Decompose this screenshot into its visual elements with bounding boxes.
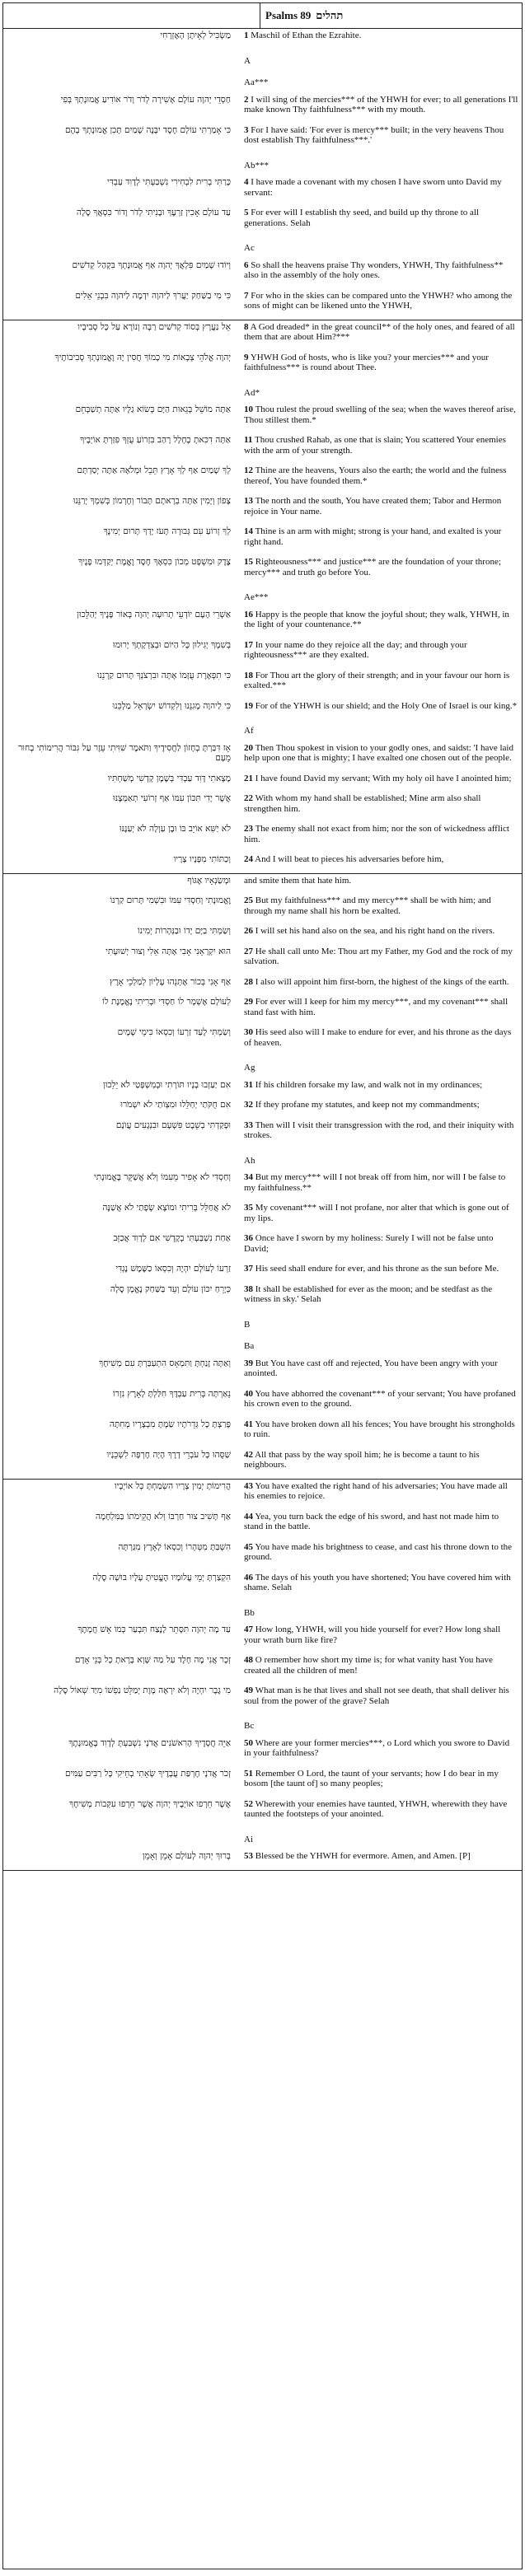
hebrew-verse: שַׁסֻּהוּ כָּל עֹבְרֵי דָרֶךְ הָיָה חֶרְפָּה לִשְׁכֵנָיו bbox=[106, 1449, 231, 1460]
hebrew-verse: הוּא יִקְרָאֵנִי אָבִי אָתָּה אֵלִי וְצוּר יְשׁוּעָתִי bbox=[105, 946, 231, 956]
hebrew-title: תהלים bbox=[316, 9, 344, 21]
verse-row bbox=[3, 206, 522, 230]
hebrew-verse: צֶדֶק וּמִשְׁפָּט מְכוֹן כִּסְאֶךָ חֶסֶד וֶאֱמֶת יְקַדְּמוּ פָנֶיךָ bbox=[77, 557, 231, 567]
verse-number: 15 bbox=[244, 557, 253, 567]
verse-number: 27 bbox=[244, 946, 253, 956]
english-verse: It shall be established for ever as the moon; and be stedfast as the witness in sky.' Selah bbox=[244, 1283, 493, 1304]
english-verse: and smite them that hate him. bbox=[244, 875, 352, 886]
subsection-heading bbox=[3, 586, 522, 608]
verse-row bbox=[3, 289, 522, 313]
subsection-heading bbox=[3, 1313, 522, 1335]
verse-number: 42 bbox=[244, 1449, 253, 1460]
english-verse: The enemy shall not exact from him; nor the son of wickedness afflict him. bbox=[244, 824, 509, 844]
hebrew-verse: אַחַת נִשְׁבַּעְתִּי בְקָדְשִׁי אִם לְדָוִד אֲכַזֵּב bbox=[113, 1233, 231, 1243]
verse-number: 10 bbox=[244, 404, 253, 414]
verse-number: 36 bbox=[244, 1233, 253, 1243]
verse-number: 49 bbox=[244, 1685, 253, 1695]
english-verse: I will sing of the mercies*** of the YHWH for ever; to all generations I'll make known Thy faithfulness*** with my mouth. bbox=[244, 94, 518, 115]
hebrew-verse: לְעוֹלָם אֶשְׁמָר לוֹ חַסְדִּי וּבְרִיתִי נֶאֱמֶנֶת לוֹ bbox=[102, 997, 231, 1007]
verse-number: 45 bbox=[244, 1541, 253, 1552]
subsection-heading bbox=[3, 1056, 522, 1078]
english-verse: And I will beat to pieces his adversaries before him, bbox=[255, 854, 444, 864]
subsection-heading bbox=[3, 71, 522, 93]
english-verse: Wherewith your enemies have taunted, YHWH, wherewith they have taunted the footsteps of your anointed. bbox=[244, 1798, 508, 1819]
english-verse: But my mercy*** will I not break off from him, nor will I be false to my faithfulness.** bbox=[244, 1172, 506, 1193]
subsection-heading bbox=[3, 381, 522, 404]
subsection-label: Ah bbox=[244, 1155, 255, 1166]
english-verse: You have made his brightness to cease, and cast his throne down to the ground. bbox=[244, 1541, 513, 1562]
hebrew-verse: וְאַתָּה זָנַחְתָּ וַתִּמְאָס הִתְעַבַּרְתָּ עִם מְשִׁיחֶךָ bbox=[99, 1358, 231, 1368]
verse-row bbox=[3, 1283, 522, 1307]
verse-number: 41 bbox=[244, 1419, 253, 1429]
subsection-heading bbox=[3, 1828, 522, 1850]
verse-row bbox=[3, 924, 522, 938]
english-verse: For who in the skies can be compared unto the YHWH? who among the sons of might can be likened unto the YHWH, bbox=[244, 290, 513, 311]
hebrew-verse: זַרְעוֹ לְעוֹלָם יִהְיֶה וְכִסְאוֹ כַשֶּׁמֶשׁ נֶגְדִּי bbox=[115, 1264, 231, 1274]
english-verse: But my faithfulness*** and my mercy*** shall be with him; and through my name shall his horn be exalted. bbox=[244, 895, 491, 916]
hebrew-verse: עַד מָה יְהוָה תִּסָּתֵר לָנֶצַח תִּבְעַר כְּמוֹ אֵשׁ חֲמָתֶךָ bbox=[77, 1625, 231, 1634]
verse-number: 6 bbox=[244, 259, 249, 270]
hebrew-verse: כִּי תִפְאֶרֶת עֻזָּמוֹ אָתָּה וּבִרְצֹנְךָ תָּרוּם קַרְנֵנוּ bbox=[96, 670, 231, 680]
hebrew-verse: אֲשֶׁר יָדִי תִּכּוֹן עִמּוֹ אַף זְרוֹעִי תְאַמְּצֶנּוּ bbox=[113, 793, 231, 803]
verse-row bbox=[3, 638, 522, 662]
english-verse: For ever will I keep for him my mercy***, and my covenant*** shall stand fast with him. bbox=[244, 997, 509, 1017]
subsection-label: Ad* bbox=[244, 387, 260, 398]
english-verse: Thine are the heavens, Yours also the earth; the world and the fulness thereof, You have founded them.* bbox=[244, 465, 507, 486]
verse-row bbox=[3, 93, 522, 117]
verse-row bbox=[3, 772, 522, 786]
verse-number: 19 bbox=[244, 700, 253, 711]
english-verse: Blessed be the YHWH for evermore. Amen, and Amen. [P] bbox=[255, 1851, 471, 1861]
verse-number: 50 bbox=[244, 1737, 253, 1748]
hebrew-verse: אַיֵּה חֲסָדֶיךָ הָרִאשֹׁנִים אֲדֹנָי נִשְׁבַּעְתָּ לְדָוִד בֶּאֱמוּנָתֶךָ bbox=[68, 1737, 231, 1748]
english-verse: Righteousness*** and justice*** are the foundation of your throne; mercy*** and truth go before You. bbox=[244, 557, 501, 577]
hebrew-verse: בְּשִׁמְךָ יְגִילוּן כָּל הַיּוֹם וּבְצִדְקָתְךָ יָרוּמוּ bbox=[113, 639, 231, 650]
verse-number: 7 bbox=[244, 290, 249, 301]
hebrew-verse: צָפוֹן וְיָמִין אַתָּה בְרָאתָם תָּבוֹר וְחֶרְמוֹן בְּשִׁמְךָ יְרַנֵּנוּ bbox=[73, 496, 231, 506]
subsection-label: Ab*** bbox=[244, 160, 269, 171]
english-verse: Then will I visit their transgression with the rod, and their iniquity with strokes. bbox=[244, 1120, 514, 1140]
verse-number: 9 bbox=[244, 352, 249, 362]
verse-row bbox=[3, 1201, 522, 1225]
english-verse: Where are your former mercies***, o Lord which you swore to David in your faithfulness? bbox=[244, 1737, 510, 1758]
verse-number: 13 bbox=[244, 496, 253, 506]
hebrew-verse: וְיוֹדוּ שָׁמַיִם פִּלְאֲךָ יְהוָה אַף אֱמוּנָתְךָ בִּקְהַל קְדֹשִׁים bbox=[72, 259, 231, 270]
english-verse: Thou crushed Rahab, as one that is slain; You scattered Your enemies with the arm of your strength. bbox=[244, 435, 506, 456]
verse-number: 31 bbox=[244, 1079, 253, 1090]
subsection-label: Aa*** bbox=[244, 77, 269, 87]
subsection-label: Ai bbox=[244, 1834, 253, 1844]
verse-row bbox=[3, 874, 522, 888]
english-verse: For ever will I establish thy seed, and build up thy throne to all generations. Selah bbox=[244, 208, 480, 228]
subsection-label: Bb bbox=[244, 1607, 255, 1618]
english-verse: If they profane my statutes, and keep not my commandments; bbox=[255, 1100, 480, 1110]
english-verse: In your name do they rejoice all the day; and through your righteousness*** are they exalted. bbox=[244, 639, 467, 660]
verse-number: 32 bbox=[244, 1100, 253, 1110]
hebrew-verse: וְחַסְדִּי לֹא אָפִיר מֵעִמּוֹ וְלֹא אֲשַׁקֵּר בֶּאֱמוּנָתִי bbox=[94, 1172, 231, 1182]
subsection-heading bbox=[3, 1714, 522, 1737]
english-verse: What man is he that lives and shall not see death, that shall deliver his soul from the power of the grave? Selah bbox=[244, 1685, 509, 1706]
english-verse: I have found David my servant; With my holy oil have I anointed him; bbox=[255, 773, 512, 783]
verse-row bbox=[3, 320, 522, 344]
verse-number: 2 bbox=[244, 94, 249, 105]
verse-number: 29 bbox=[244, 997, 253, 1007]
verse-row bbox=[3, 741, 522, 765]
verse-row bbox=[3, 494, 522, 518]
english-verse: I have made a covenant with my chosen I have sworn unto David my servant: bbox=[244, 177, 502, 198]
hebrew-verse: וְשַׂמְתִּי לָעַד זַרְעוֹ וְכִסְאוֹ כִּימֵי שָׁמָיִם bbox=[117, 1027, 231, 1037]
section bbox=[3, 320, 522, 874]
verse-row bbox=[3, 259, 522, 283]
english-verse: O remember how short my time is; for what vanity hast You have created all the children of men! bbox=[244, 1655, 493, 1676]
verse-number: 43 bbox=[244, 1480, 253, 1491]
verse-number: 37 bbox=[244, 1264, 253, 1274]
hebrew-verse: מִי גֶבֶר יִחְיֶה וְלֹא יִרְאֶה מָּוֶת יְמַלֵּט נַפְשׁוֹ מִיַּד שְׁאוֹל סֶלָה bbox=[54, 1685, 231, 1695]
verse-row bbox=[3, 1684, 522, 1708]
hebrew-verse: אֵל נַעֲרָץ בְּסוֹד קְדֹשִׁים רַבָּה וְנוֹרָא עַל כָּל סְבִיבָיו bbox=[77, 321, 231, 332]
verse-number: 16 bbox=[244, 609, 253, 619]
hebrew-verse: אַשְׁרֵי הָעָם יוֹדְעֵי תְרוּעָה יְהוָה בְּאוֹר פָּנֶיךָ יְהַלֵּכוּן bbox=[77, 609, 231, 619]
english-verse: Once have I sworn by my holiness: Surely I will not be false unto David; bbox=[244, 1233, 494, 1254]
hebrew-verse: אָז דִּבַּרְתָּ בְחָזוֹן לַחֲסִידֶיךָ וַתֹּאמֶר שִׁוִּיתִי עֵזֶר עַל גִּבּוֹר הֲרִימוֹתִי בָחוּר מֵעָם bbox=[18, 742, 231, 763]
hebrew-verse: לֹא אֲחַלֵּל בְּרִיתִי וּמוֹצָא שְׂפָתַי לֹא אֲשַׁנֶּה bbox=[102, 1203, 231, 1213]
verse-number: 35 bbox=[244, 1203, 253, 1213]
english-verse: You have abhorred the covenant*** of your servant; You have profaned his crown even to the ground. bbox=[244, 1388, 516, 1409]
verse-row bbox=[3, 975, 522, 989]
hebrew-verse: יְהוָה אֱלֹהֵי צְבָאוֹת מִי כָמוֹךָ חֲסִין יָהּ וֶאֱמוּנָתְךָ סְבִיבוֹתֶיךָ bbox=[54, 352, 231, 362]
english-verse: He shall call unto Me: Thou art my Father, my God and the rock of my salvation. bbox=[244, 946, 513, 966]
hebrew-verse: כִּי מִי בַשַּׁחַק יַעֲרֹךְ לַיהוָה יִדְמֶה לַיהוָה בִּבְנֵי אֵלִים bbox=[75, 290, 231, 301]
verse-number: 40 bbox=[244, 1388, 253, 1399]
verse-row bbox=[3, 894, 522, 918]
verse-number: 18 bbox=[244, 670, 253, 680]
hebrew-verse: כָּרַתִּי בְרִית לִבְחִירִי נִשְׁבַּעְתִּי לְדָוִד עַבְדִּי bbox=[107, 177, 231, 187]
hebrew-verse: לְךָ זְרוֹעַ עִם גְּבוּרָה תָּעֹז יָדְךָ תָּרוּם יְמִינֶךָ bbox=[103, 526, 231, 536]
subsection-heading bbox=[3, 236, 522, 259]
hebrew-verse: וּמְשַׂנְאָיו אֶגּוֹף bbox=[187, 875, 231, 886]
verse-number: 48 bbox=[244, 1655, 253, 1665]
hebrew-verse: הִשְׁבַּתָּ מִטְּהָרוֹ וְכִסְאוֹ לָאָרֶץ מִגַּרְתָּה bbox=[118, 1541, 231, 1552]
verse-number: 28 bbox=[244, 976, 253, 987]
verse-number: 3 bbox=[244, 124, 249, 135]
verse-row bbox=[3, 1387, 522, 1411]
verse-number: 20 bbox=[244, 742, 253, 753]
subsection-label: A bbox=[244, 55, 251, 66]
verse-number: 39 bbox=[244, 1358, 253, 1368]
verse-number: 46 bbox=[244, 1572, 253, 1583]
verse-row bbox=[3, 175, 522, 199]
verse-row bbox=[3, 1767, 522, 1791]
english-verse: His seed shall endure for ever, and his throne as the sun before Me. bbox=[255, 1264, 499, 1274]
subsection-label: Ba bbox=[244, 1341, 255, 1351]
verse-row bbox=[3, 1798, 522, 1821]
verse-row bbox=[3, 555, 522, 579]
subsection-heading bbox=[3, 49, 522, 72]
english-verse: If his children forsake my law, and walk not in my ordinances; bbox=[255, 1079, 483, 1090]
verse-number: 24 bbox=[244, 854, 253, 864]
hebrew-verse: וְשַׂמְתִּי בַיָּם יָדוֹ וּבַנְּהָרוֹת יְמִינוֹ bbox=[138, 926, 231, 936]
verse-number: 5 bbox=[244, 208, 249, 217]
verse-row bbox=[3, 403, 522, 427]
hebrew-verse: מַשְׂכִּיל לְאֵיתָן הָאֶזְרָחִי bbox=[160, 30, 231, 40]
verse-number: 22 bbox=[244, 793, 253, 803]
hebrew-verse: וְכַתּוֹתִי מִפָּנָיו צָרָיו bbox=[173, 854, 231, 864]
verse-number: 26 bbox=[244, 926, 253, 936]
section bbox=[3, 1480, 522, 1871]
english-verse: For I have said: 'For ever is mercy*** built; in the very heavens Thou dost establish Thy faithfulness***.' bbox=[244, 124, 504, 145]
verse-row bbox=[3, 853, 522, 867]
verse-row bbox=[3, 1232, 522, 1255]
verse-row bbox=[3, 822, 522, 846]
hebrew-verse: הִקְצַרְתָּ יְמֵי עֲלוּמָיו הֶעֱטִיתָ עָלָיו בּוּשָׁה סֶלָה bbox=[92, 1572, 231, 1583]
subsection-heading bbox=[3, 719, 522, 741]
page-title: Psalms 89 bbox=[265, 9, 312, 21]
hebrew-verse: חַסְדֵי יְהוָה עוֹלָם אָשִׁירָה לְדֹר וָדֹר אוֹדִיעַ אֱמוּנָתְךָ בְּפִי bbox=[60, 94, 231, 105]
hebrew-verse: אַף אָנִי בְּכוֹר אֶתְּנֵהוּ עֶלְיוֹן לְמַלְכֵי אָרֶץ bbox=[110, 976, 231, 987]
verse-number: 17 bbox=[244, 639, 253, 650]
verse-row bbox=[3, 1623, 522, 1647]
verse-row bbox=[3, 464, 522, 488]
verse-row bbox=[3, 1418, 522, 1442]
english-verse: Yea, you turn back the edge of his sword, and hast not made him to stand in the battle. bbox=[244, 1511, 499, 1531]
english-verse: Happy is the people that know the joyful shout; they walk, YHWH, in the light of your countenance.** bbox=[244, 609, 509, 629]
english-verse: Maschil of Ethan the Ezrahite. bbox=[251, 30, 362, 40]
subsection-label: Bc bbox=[244, 1721, 255, 1731]
hebrew-verse: נֵאַרְתָּה בְּרִית עַבְדֶּךָ חִלַּלְתָּ לָאָרֶץ נִזְרוֹ bbox=[112, 1388, 231, 1399]
subsection-label: Ae*** bbox=[244, 592, 269, 602]
verse-row bbox=[3, 1653, 522, 1677]
english-verse: Then Thou spokest in vision to your godly ones, and saidst: 'I have laid help upon one that is mighty; I have exalted one chosen out of the people. bbox=[244, 742, 513, 763]
verse-number: 4 bbox=[244, 177, 249, 187]
psalm-content bbox=[3, 29, 522, 1871]
subsection-label: B bbox=[244, 1319, 251, 1330]
hebrew-verse: אֲשֶׁר חֵרְפוּ אוֹיְבֶיךָ יְהוָה אֲשֶׁר חֵרְפוּ עִקְּבוֹת מְשִׁיחֶךָ bbox=[69, 1798, 231, 1809]
psalm-page bbox=[2, 2, 523, 2569]
hebrew-verse: פָּרַצְתָּ כָל גְּדֵרֹתָיו שַׂמְתָּ מִבְצָרָיו מְחִתָּה bbox=[109, 1419, 231, 1429]
section bbox=[3, 874, 522, 1480]
hebrew-verse: וֶאֱמוּנָתִי וְחַסְדִּי עִמּוֹ וּבִשְׁמִי תָּרוּם קַרְנוֹ bbox=[110, 895, 231, 905]
verse-row bbox=[3, 1171, 522, 1194]
verse-row bbox=[3, 669, 522, 693]
english-verse: But You have cast off and rejected, You have been angry with your anointed. bbox=[244, 1358, 498, 1378]
verse-row bbox=[3, 29, 522, 43]
subsection-label: Ac bbox=[244, 243, 255, 253]
verse-number: 30 bbox=[244, 1027, 253, 1037]
verse-row bbox=[3, 1448, 522, 1472]
verse-number: 47 bbox=[244, 1625, 253, 1634]
english-verse: YHWH God of hosts, who is like you? your mercies*** and your faithfulness*** is round about Thee. bbox=[244, 352, 489, 372]
page-header bbox=[3, 3, 522, 29]
verse-number: 33 bbox=[244, 1120, 253, 1130]
hebrew-verse: וּפָקַדְתִּי בְשֵׁבֶט פִּשְׁעָם וּבִנְגָעִים עֲוֺנָם bbox=[115, 1120, 231, 1130]
verse-row bbox=[3, 1571, 522, 1595]
hebrew-verse: לֹא יַשִּׁא אוֹיֵב בּוֹ וּבֶן עַוְלָה לֹא יְעַנֶּנּוּ bbox=[119, 824, 231, 834]
hebrew-verse: כִּי אָמַרְתִּי עוֹלָם חֶסֶד יִבָּנֶה שָׁמַיִם תָּכִן אֱמוּנָתְךָ בָהֶם bbox=[64, 124, 231, 135]
hebrew-verse: מָצָאתִי דָּוִד עַבְדִּי בְּשֶׁמֶן קָדְשִׁי מְשַׁחְתִּיו bbox=[107, 773, 231, 783]
hebrew-verse: בָּרוּךְ יְהוָה לְעוֹלָם אָמֵן וְאָמֵן bbox=[142, 1851, 231, 1861]
english-verse: I also will appoint him first-born, the highest of the kings of the earth. bbox=[255, 976, 509, 987]
hebrew-verse: אִם יַעַזְבוּ בָנָיו תּוֹרָתִי וּבְמִשְׁפָּטַי לֹא יֵלֵכוּן bbox=[103, 1079, 231, 1090]
verse-row bbox=[3, 1357, 522, 1381]
subsection-label: Af bbox=[244, 726, 254, 736]
verse-row bbox=[3, 1510, 522, 1534]
verse-row bbox=[3, 1262, 522, 1276]
english-verse: Thou rulest the proud swelling of the sea; when the waves thereof arise, Thou stillest them.* bbox=[244, 404, 516, 425]
verse-number: 14 bbox=[244, 526, 253, 536]
subsection-label: Ag bbox=[244, 1063, 255, 1073]
verse-row bbox=[3, 995, 522, 1019]
english-verse: You have exalted the right hand of his adversaries; You have made all his enemies to rejoice. bbox=[244, 1480, 508, 1501]
hebrew-verse: כִּי לַיהוָה מָגִנֵּנוּ וְלִקְדוֹשׁ יִשְׂרָאֵל מַלְכֵּנוּ bbox=[112, 700, 231, 711]
verse-number: 8 bbox=[244, 321, 249, 332]
verse-number: 11 bbox=[244, 435, 253, 445]
verse-number: 21 bbox=[244, 773, 253, 783]
english-verse: My covenant*** will I not profane, nor alter that which is gone out of my lips. bbox=[244, 1203, 509, 1223]
verse-number: 34 bbox=[244, 1172, 253, 1182]
english-verse: For Thou art the glory of their strength; and in your favour our horn is exalted.*** bbox=[244, 670, 510, 690]
english-verse: How long, YHWH, will you hide yourself for ever? How long shall your wrath burn like fire? bbox=[244, 1625, 501, 1645]
english-verse: I will set his hand also on the sea, and his right hand on the rivers. bbox=[255, 926, 495, 936]
hebrew-verse: לְךָ שָׁמַיִם אַף לְךָ אָרֶץ תֵּבֵל וּמְלֹאָהּ אַתָּה יְסַדְתָּם bbox=[77, 465, 231, 475]
english-verse: His seed also will I make to endure for ever, and his throne as the days of heaven. bbox=[244, 1027, 512, 1048]
verse-number: 1 bbox=[244, 30, 249, 40]
subsection-heading bbox=[3, 154, 522, 176]
hebrew-verse: כְּיָרֵחַ יִכּוֹן עוֹלָם וְעֵד בַּשַּׁחַק נֶאֱמָן סֶלָה bbox=[110, 1283, 231, 1294]
english-verse: The north and the south, You have created them; Tabor and Hermon rejoice in Your name. bbox=[244, 496, 502, 517]
verse-row bbox=[3, 1540, 522, 1564]
verse-number: 44 bbox=[244, 1511, 253, 1522]
verse-number: 23 bbox=[244, 824, 253, 834]
hebrew-verse: הֲרִימוֹתָ יְמִין צָרָיו הִשְׂמַחְתָּ כָּל אוֹיְבָיו bbox=[114, 1480, 231, 1491]
english-verse: The days of his youth you have shortened; You have covered him with shame. Selah bbox=[244, 1572, 511, 1592]
subsection-heading bbox=[3, 1335, 522, 1357]
subsection-heading bbox=[3, 1601, 522, 1624]
verse-row bbox=[3, 1078, 522, 1092]
verse-row bbox=[3, 792, 522, 816]
verse-number: 53 bbox=[244, 1851, 253, 1861]
hebrew-verse: אַתָּה דִכִּאתָ כֶחָלָל רָהַב בִּזְרוֹעַ עֻזְּךָ פִּזַּרְתָּ אוֹיְבֶיךָ bbox=[80, 435, 231, 445]
verse-row bbox=[3, 1737, 522, 1760]
english-verse: You have broken down all his fences; You have brought his strongholds to ruin. bbox=[244, 1419, 515, 1439]
english-verse: Thine is an arm with might; strong is your hand, and exalted is your right hand. bbox=[244, 526, 502, 547]
hebrew-verse: עַד עוֹלָם אָכִין זַרְעֶךָ וּבָנִיתִי לְדֹר וָדוֹר כִּסְאֲךָ סֶלָה bbox=[76, 208, 231, 217]
english-verse: A God dreaded* in the great council** of the holy ones, and feared of all them that are about Him?*** bbox=[244, 321, 515, 342]
verse-number: 52 bbox=[244, 1798, 253, 1809]
verse-row bbox=[3, 433, 522, 457]
hebrew-verse: זְכָר אֲנִי מֶה חָלֶד עַל מַה שָּׁוְא בָּרָאתָ כָל בְּנֵי אָדָם bbox=[74, 1655, 231, 1665]
verse-row bbox=[3, 351, 522, 375]
english-verse: For of the YHWH is our shield; and the Holy One of Israel is our king.* bbox=[255, 700, 518, 711]
verse-row bbox=[3, 1849, 522, 1863]
verse-row bbox=[3, 1119, 522, 1143]
english-verse: All that pass by the way spoil him; he is become a taunt to his neighbours. bbox=[244, 1449, 480, 1470]
verse-row bbox=[3, 525, 522, 549]
section bbox=[3, 29, 522, 320]
english-verse: With whom my hand shall be established; Mine arm also shall strengthen him. bbox=[244, 793, 481, 814]
verse-row bbox=[3, 124, 522, 147]
hebrew-verse: אַף תָּשִׁיב צוּר חַרְבּוֹ וְלֹא הֲקֵימֹתוֹ בַּמִּלְחָמָה bbox=[95, 1511, 231, 1522]
subsection-heading bbox=[3, 1149, 522, 1171]
verse-row bbox=[3, 945, 522, 969]
hebrew-verse: אַתָּה מוֹשֵׁל בְּגֵאוּת הַיָּם בְּשׂוֹא גַלָּיו אַתָּה תְשַׁבְּחֵם bbox=[75, 404, 231, 414]
verse-row bbox=[3, 699, 522, 713]
hebrew-verse: זְכֹר אֲדֹנָי חֶרְפַּת עֲבָדֶיךָ שְׂאֵתִי בְחֵיקִי כָּל רַבִּים עַמִּים bbox=[64, 1768, 231, 1779]
verse-row bbox=[3, 1480, 522, 1503]
verse-row bbox=[3, 1026, 522, 1050]
english-verse: So shall the heavens praise Thy wonders, YHWH, Thy faithfulness** also in the assembly of the holy ones. bbox=[244, 259, 504, 280]
verse-number: 25 bbox=[244, 895, 253, 905]
verse-number: 51 bbox=[244, 1768, 253, 1779]
verse-row bbox=[3, 608, 522, 632]
verse-row bbox=[3, 1098, 522, 1112]
english-verse: Remember O Lord, the taunt of your servants; how I do bear in my bosom [the taunt of] so many peoples; bbox=[244, 1768, 499, 1788]
verse-number: 12 bbox=[244, 465, 253, 475]
verse-number: 38 bbox=[244, 1283, 253, 1294]
hebrew-verse: אִם חֻקֹּתַי יְחַלֵּלוּ וּמִצְוֹתַי לֹא יִשְׁמֹרוּ bbox=[120, 1100, 231, 1110]
